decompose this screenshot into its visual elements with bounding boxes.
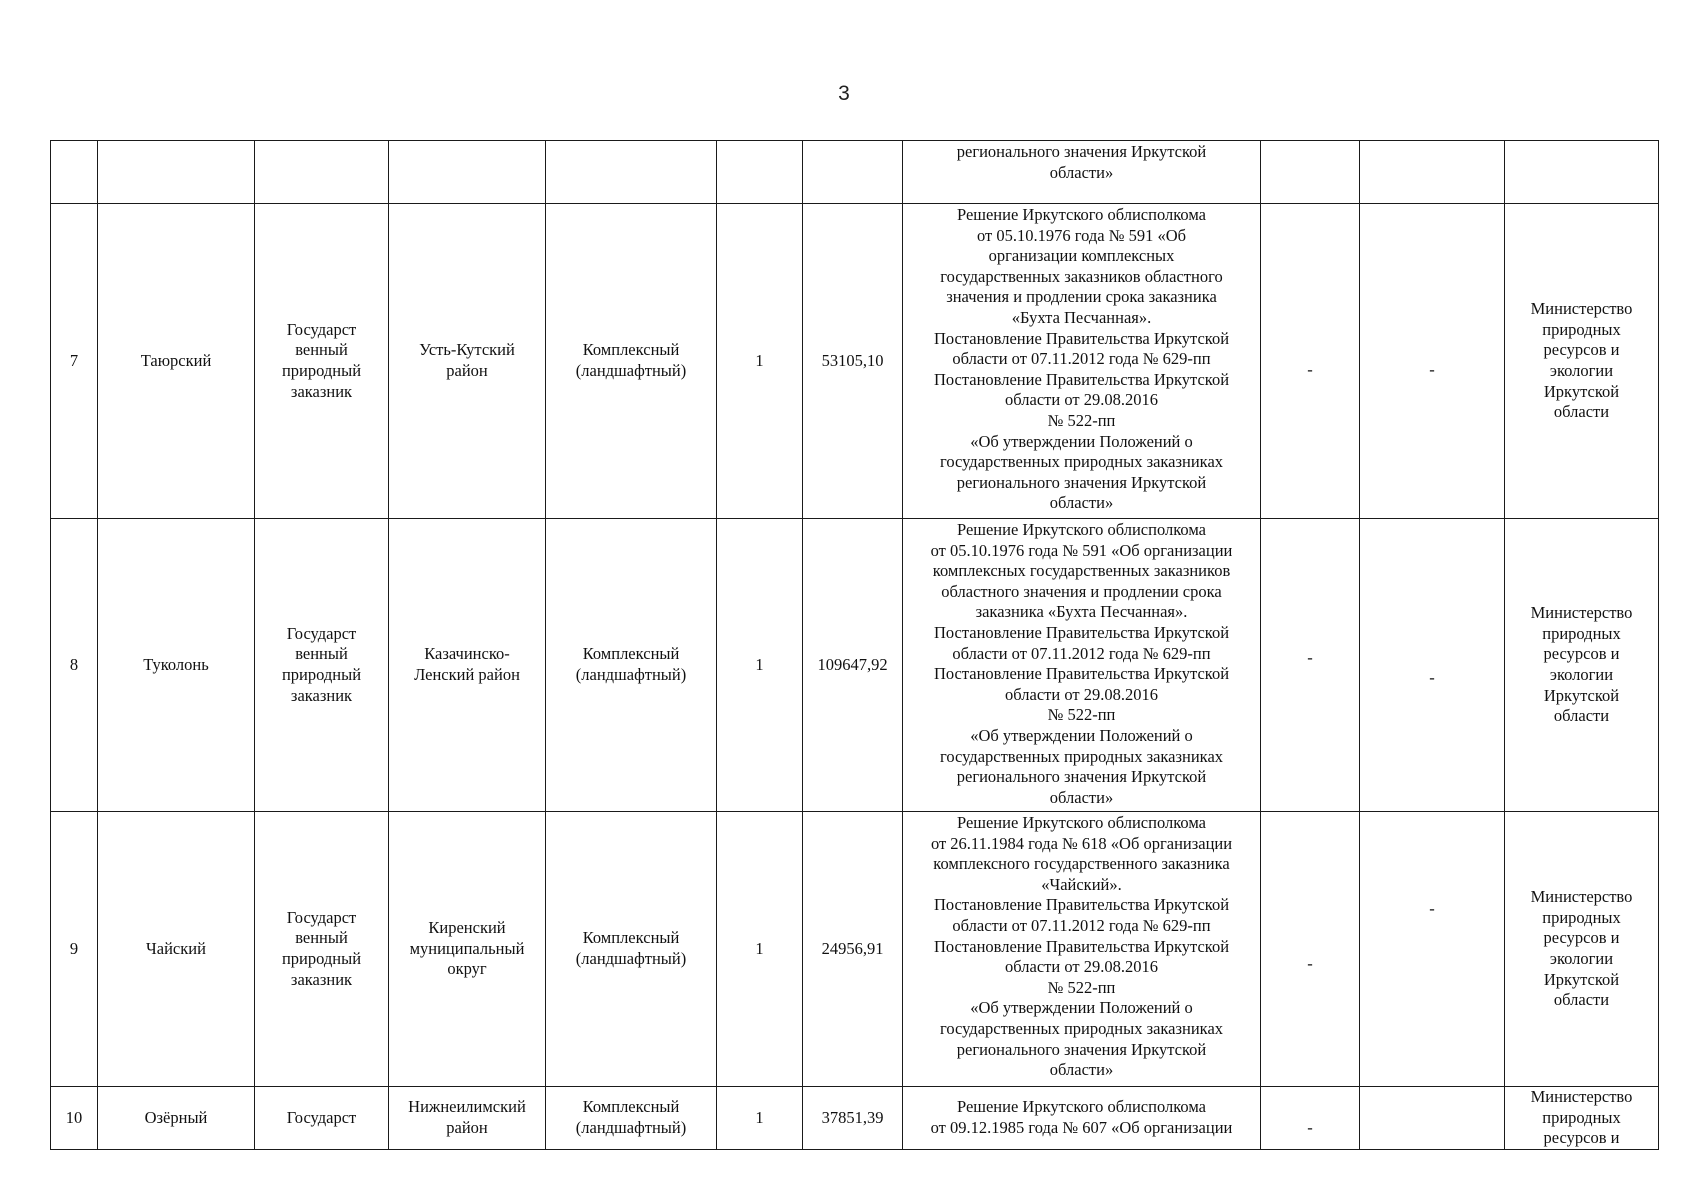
location-line: округ bbox=[447, 959, 487, 979]
category-line: природный bbox=[281, 361, 362, 380]
profile-line: (ландшафтный) bbox=[575, 1117, 687, 1137]
category-line: заказник bbox=[290, 685, 353, 705]
basis-line: государственных природных заказниках bbox=[939, 452, 1224, 472]
cell-col-b bbox=[1360, 141, 1505, 204]
cell-name: Чайский bbox=[98, 812, 255, 1087]
cell-profile bbox=[546, 141, 717, 204]
basis-line: «Бухта Песчанная». bbox=[1011, 307, 1152, 327]
basis-line: области от 07.11.2012 года № 629-пп bbox=[952, 643, 1211, 663]
basis-line: от 26.11.1984 года № 618 «Об организации bbox=[930, 833, 1233, 853]
cell-col-a: - bbox=[1261, 1087, 1360, 1150]
cell-authority bbox=[1505, 204, 1659, 519]
authority-line: ресурсов и bbox=[1543, 1128, 1620, 1148]
cell-col-b: - bbox=[1360, 204, 1505, 519]
basis-line: области от 29.08.2016 bbox=[1005, 684, 1158, 704]
basis-line: значения и продлении срока заказника bbox=[946, 287, 1217, 307]
basis-line: от 05.10.1976 года № 591 «Об организации bbox=[930, 540, 1233, 560]
cell-num: 9 bbox=[51, 812, 98, 1087]
authority-line: природных bbox=[1542, 1107, 1621, 1127]
authority-line: Министерство bbox=[1530, 299, 1633, 319]
basis-line: «Об утверждении Положений о bbox=[970, 725, 1193, 745]
cell-profile bbox=[546, 812, 717, 1087]
basis-line: от 09.12.1985 года № 607 «Об организации bbox=[930, 1117, 1233, 1137]
cell-num bbox=[51, 141, 98, 204]
basis-line: Постановление Правительства Иркутской bbox=[933, 664, 1230, 684]
cell-location bbox=[389, 141, 546, 204]
cell-category bbox=[255, 812, 389, 1087]
category-line: природный bbox=[281, 665, 362, 684]
table-row-continuation bbox=[51, 141, 1659, 204]
basis-line: области от 29.08.2016 bbox=[1005, 390, 1158, 410]
cell-profile bbox=[546, 519, 717, 812]
table-row bbox=[51, 519, 1659, 812]
basis-line: области от 07.11.2012 года № 629-пп bbox=[952, 349, 1211, 369]
category-line: заказник bbox=[290, 969, 353, 989]
basis-line: Постановление Правительства Иркутской bbox=[933, 936, 1230, 956]
authority-line: Министерство bbox=[1530, 887, 1633, 907]
basis-line: государственных природных заказниках bbox=[939, 746, 1224, 766]
basis-line: № 522-пп bbox=[1047, 705, 1116, 725]
authority-line: природных bbox=[1542, 319, 1621, 339]
cell-category bbox=[255, 1087, 389, 1150]
profile-line: (ландшафтный) bbox=[575, 361, 687, 380]
basis-line: регионального значения Иркутской bbox=[956, 1039, 1207, 1059]
basis-line: Постановление Правительства Иркутской bbox=[933, 328, 1230, 348]
cell-authority bbox=[1505, 141, 1659, 204]
cell-col-b bbox=[1360, 1087, 1505, 1150]
authority-line: экологии bbox=[1549, 665, 1614, 684]
cell-num: 10 bbox=[51, 1087, 98, 1150]
category-line: венный bbox=[295, 340, 348, 360]
category-line: венный bbox=[295, 928, 348, 948]
authority-line: ресурсов и bbox=[1543, 644, 1620, 664]
authority-line: ресурсов и bbox=[1543, 340, 1620, 360]
basis-line: области» bbox=[1049, 162, 1114, 182]
basis-line: Решение Иркутского облисполкома bbox=[957, 205, 1206, 224]
cell-cluster bbox=[717, 141, 803, 204]
profile-line: Комплексный bbox=[582, 644, 680, 664]
cell-category bbox=[255, 141, 389, 204]
authority-line: Иркутской bbox=[1543, 381, 1620, 401]
table-row bbox=[51, 204, 1659, 519]
cell-location bbox=[389, 1087, 546, 1150]
page-number: 3 bbox=[838, 82, 850, 105]
basis-line: комплексного государственного заказника bbox=[933, 854, 1230, 874]
cell-authority bbox=[1505, 519, 1659, 812]
basis-line: Решение Иркутского облисполкома bbox=[957, 1097, 1206, 1117]
location-line: район bbox=[446, 361, 488, 380]
basis-line: от 05.10.1976 года № 591 «Об bbox=[976, 225, 1187, 245]
cell-area: 24956,91 bbox=[803, 812, 903, 1087]
basis-line: № 522-пп bbox=[1047, 410, 1116, 430]
location-line: Казачинско- bbox=[424, 644, 510, 664]
authority-line: ресурсов и bbox=[1543, 928, 1620, 948]
cell-name: Озёрный bbox=[98, 1087, 255, 1150]
basis-line: регионального значения Иркутской bbox=[956, 767, 1207, 787]
cell-col-a: - bbox=[1261, 519, 1360, 812]
basis-line: Постановление Правительства Иркутской bbox=[933, 895, 1230, 915]
authority-line: экологии bbox=[1549, 361, 1614, 380]
cell-basis bbox=[903, 519, 1261, 812]
cell-cluster: 1 bbox=[717, 1087, 803, 1150]
cell-cluster: 1 bbox=[717, 519, 803, 812]
table-row bbox=[51, 1087, 1659, 1150]
basis-line: Решение Иркутского облисполкома bbox=[957, 520, 1206, 539]
cell-basis bbox=[903, 141, 1261, 204]
category-line: Государст bbox=[286, 623, 357, 643]
authority-line: Иркутской bbox=[1543, 969, 1620, 989]
location-line: район bbox=[446, 1117, 488, 1137]
category-line: Государст bbox=[286, 1107, 357, 1127]
category-line: природный bbox=[281, 949, 362, 968]
cell-area: 37851,39 bbox=[803, 1087, 903, 1150]
cell-name: Туколонь bbox=[98, 519, 255, 812]
cell-area: 109647,92 bbox=[803, 519, 903, 812]
cell-col-b: - bbox=[1360, 812, 1505, 1087]
basis-line: области» bbox=[1049, 1060, 1114, 1080]
cell-category bbox=[255, 204, 389, 519]
profile-line: Комплексный bbox=[582, 1097, 680, 1117]
category-line: Государст bbox=[286, 319, 357, 339]
cell-profile bbox=[546, 1087, 717, 1150]
basis-line: «Об утверждении Положений о bbox=[970, 998, 1193, 1018]
cell-category bbox=[255, 519, 389, 812]
cell-location bbox=[389, 519, 546, 812]
cell-cluster: 1 bbox=[717, 812, 803, 1087]
location-line: Ленский район bbox=[414, 665, 520, 684]
basis-line: организации комплексных bbox=[988, 246, 1175, 266]
profile-line: Комплексный bbox=[582, 340, 680, 360]
basis-line: регионального значения Иркутской bbox=[956, 142, 1207, 161]
cell-name: Таюрский bbox=[98, 204, 255, 519]
cell-area bbox=[803, 141, 903, 204]
basis-line: области от 29.08.2016 bbox=[1005, 957, 1158, 977]
basis-line: Постановление Правительства Иркутской bbox=[933, 622, 1230, 642]
basis-line: «Чайский». bbox=[1041, 874, 1122, 894]
cell-name bbox=[98, 141, 255, 204]
cell-col-a: - bbox=[1261, 204, 1360, 519]
cell-location bbox=[389, 812, 546, 1087]
basis-line: области» bbox=[1049, 787, 1114, 807]
cell-num: 7 bbox=[51, 204, 98, 519]
cell-area: 53105,10 bbox=[803, 204, 903, 519]
cell-basis bbox=[903, 1087, 1261, 1150]
category-line: заказник bbox=[290, 381, 353, 401]
basis-line: Решение Иркутского облисполкома bbox=[957, 813, 1206, 832]
basis-line: «Об утверждении Положений о bbox=[970, 431, 1193, 451]
cell-col-a: - bbox=[1261, 812, 1360, 1087]
cell-basis bbox=[903, 204, 1261, 519]
location-line: Усть-Кутский bbox=[419, 340, 515, 360]
cell-authority bbox=[1505, 1087, 1659, 1150]
authority-line: области bbox=[1553, 706, 1610, 726]
authority-line: Министерство bbox=[1530, 603, 1633, 623]
cell-basis bbox=[903, 812, 1261, 1087]
cell-col-b: - bbox=[1360, 519, 1505, 812]
basis-line: государственных заказников областного bbox=[940, 266, 1223, 286]
authority-line: природных bbox=[1542, 623, 1621, 643]
authority-line: области bbox=[1553, 990, 1610, 1010]
basis-line: регионального значения Иркутской bbox=[956, 472, 1207, 492]
table-row bbox=[51, 812, 1659, 1087]
cell-num: 8 bbox=[51, 519, 98, 812]
basis-line: Постановление Правительства Иркутской bbox=[933, 369, 1230, 389]
basis-line: области от 07.11.2012 года № 629-пп bbox=[952, 915, 1211, 935]
cell-profile bbox=[546, 204, 717, 519]
authority-line: Иркутской bbox=[1543, 685, 1620, 705]
authority-line: экологии bbox=[1549, 949, 1614, 968]
authority-line: Министерство bbox=[1530, 1087, 1633, 1106]
location-line: муниципальный bbox=[409, 938, 525, 958]
cell-authority bbox=[1505, 812, 1659, 1087]
profile-line: Комплексный bbox=[582, 928, 680, 948]
category-line: Государст bbox=[286, 907, 357, 927]
basis-line: государственных природных заказниках bbox=[939, 1018, 1224, 1038]
basis-line: комплексных государственных заказников bbox=[932, 561, 1231, 581]
basis-line: области» bbox=[1049, 493, 1114, 513]
profile-line: (ландшафтный) bbox=[575, 665, 687, 684]
authority-line: области bbox=[1553, 402, 1610, 422]
location-line: Киренский bbox=[428, 918, 506, 938]
location-line: Нижнеилимский bbox=[408, 1097, 526, 1117]
reserves-table bbox=[50, 140, 1659, 1150]
basis-line: заказника «Бухта Песчанная». bbox=[975, 602, 1188, 622]
basis-line: № 522-пп bbox=[1047, 977, 1116, 997]
cell-col-a bbox=[1261, 141, 1360, 204]
basis-line: областного значения и продлении срока bbox=[941, 581, 1222, 601]
cell-location bbox=[389, 204, 546, 519]
authority-line: природных bbox=[1542, 907, 1621, 927]
cell-cluster: 1 bbox=[717, 204, 803, 519]
profile-line: (ландшафтный) bbox=[575, 949, 687, 968]
category-line: венный bbox=[295, 644, 348, 664]
